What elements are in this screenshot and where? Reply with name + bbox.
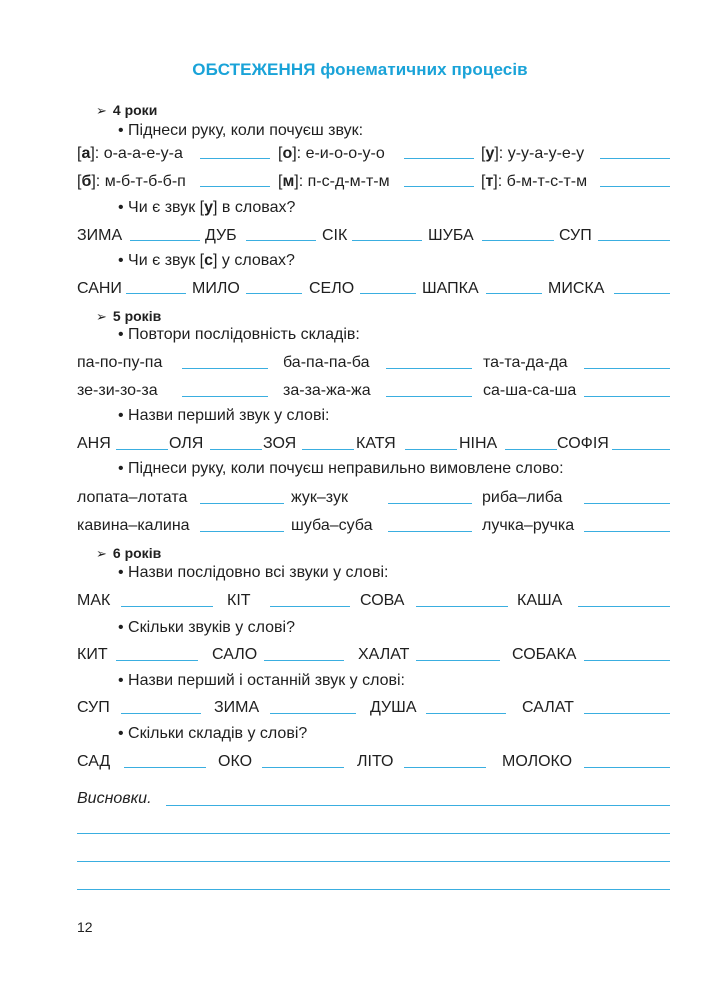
conclusion-line[interactable] <box>166 805 670 806</box>
answer-line[interactable] <box>210 449 262 450</box>
word: МИЛО <box>192 280 240 297</box>
word-pair: лучка–ручка <box>482 517 575 534</box>
word: ШУБА <box>428 227 474 244</box>
syllable-sequence: за-за-жа-жа <box>283 382 371 399</box>
answer-line[interactable] <box>121 713 201 714</box>
age-heading-5: ➢ 5 років <box>96 308 162 324</box>
answer-line[interactable] <box>121 606 213 607</box>
answer-line[interactable] <box>584 713 670 714</box>
word: САЛАТ <box>522 699 574 716</box>
answer-line[interactable] <box>116 660 198 661</box>
sound-item: [м]: п-с-д-м-т-м <box>278 173 390 190</box>
word: СІК <box>322 227 348 244</box>
answer-line[interactable] <box>270 713 356 714</box>
syllable-sequence: па-по-пу-па <box>77 354 163 371</box>
syllable-sequence: ба-па-па-ба <box>283 354 370 371</box>
task-instruction: • Чи є звук [с] у словах? <box>118 252 295 269</box>
syllable-sequence: са-ша-са-ша <box>483 382 577 399</box>
arrow-bullet-icon: ➢ <box>96 546 107 561</box>
task-instruction: • Назви послідовно всі звуки у слові: <box>118 564 389 581</box>
task-instruction: • Повтори послідовність складів: <box>118 326 360 343</box>
word: МОЛОКО <box>502 753 573 770</box>
word: ОКО <box>218 753 253 770</box>
answer-line[interactable] <box>182 396 268 397</box>
word-pair: шуба–суба <box>291 517 373 534</box>
name-word: НІНА <box>459 435 498 452</box>
answer-line[interactable] <box>388 531 472 532</box>
sound-item: [б]: м-б-т-б-б-п <box>77 173 186 190</box>
answer-line[interactable] <box>264 660 344 661</box>
word: СОБАКА <box>512 646 577 663</box>
word: ШАПКА <box>422 280 479 297</box>
arrow-bullet-icon: ➢ <box>96 309 107 324</box>
word: СЕЛО <box>309 280 355 297</box>
answer-line[interactable] <box>404 186 474 187</box>
answer-line[interactable] <box>600 186 670 187</box>
conclusion-line[interactable] <box>77 889 670 890</box>
word: КІТ <box>227 592 251 609</box>
answer-line[interactable] <box>405 449 457 450</box>
conclusion-line[interactable] <box>77 833 670 834</box>
syllable-sequence: зе-зи-зо-за <box>77 382 158 399</box>
answer-line[interactable] <box>426 713 506 714</box>
page-title: ОБСТЕЖЕННЯ фонематичних процесів <box>192 60 528 79</box>
task-instruction: • Піднеси руку, коли почуєш звук: <box>118 122 364 139</box>
answer-line[interactable] <box>386 368 472 369</box>
sound-item: [а]: о-а-а-е-у-а <box>77 145 183 162</box>
answer-line[interactable] <box>126 293 186 294</box>
answer-line[interactable] <box>262 767 344 768</box>
sound-item: [у]: у-у-а-у-е-у <box>481 145 585 162</box>
answer-line[interactable] <box>360 293 416 294</box>
syllable-sequence: та-та-да-да <box>483 354 568 371</box>
name-word: СОФІЯ <box>557 435 609 452</box>
answer-line[interactable] <box>200 158 270 159</box>
word: КАША <box>517 592 563 609</box>
answer-line[interactable] <box>246 293 302 294</box>
word: САЛО <box>212 646 258 663</box>
word: ХАЛАТ <box>358 646 410 663</box>
word: МИСКА <box>548 280 605 297</box>
answer-line[interactable] <box>578 606 670 607</box>
answer-line[interactable] <box>270 606 350 607</box>
answer-line[interactable] <box>200 503 284 504</box>
word: ДУША <box>370 699 417 716</box>
word: ЛІТО <box>357 753 394 770</box>
answer-line[interactable] <box>584 660 670 661</box>
task-instruction: • Назви перший звук у слові: <box>118 407 330 424</box>
task-instruction: • Піднеси руку, коли почуєш неправильно вимовлене слово: <box>118 460 564 477</box>
conclusions-label: Висновки. <box>77 790 152 807</box>
task-instruction: • Скільки складів у слові? <box>118 725 308 742</box>
name-word: АНЯ <box>77 435 111 452</box>
task-instruction: • Скільки звуків у слові? <box>118 619 296 636</box>
word: СУП <box>77 699 110 716</box>
age-heading-6: ➢ 6 років <box>96 545 162 561</box>
word: САНИ <box>77 280 122 297</box>
arrow-bullet-icon: ➢ <box>96 103 107 118</box>
answer-line[interactable] <box>124 767 206 768</box>
answer-line[interactable] <box>352 240 422 241</box>
answer-line[interactable] <box>584 368 670 369</box>
name-word: ЗОЯ <box>263 435 297 452</box>
answer-line[interactable] <box>302 449 354 450</box>
answer-line[interactable] <box>584 396 670 397</box>
task-instruction: • Чи є звук [у] в словах? <box>118 199 296 216</box>
answer-line[interactable] <box>600 158 670 159</box>
answer-line[interactable] <box>486 293 542 294</box>
word: СУП <box>559 227 592 244</box>
name-word: ОЛЯ <box>169 435 204 452</box>
answer-line[interactable] <box>246 240 316 241</box>
answer-line[interactable] <box>386 396 472 397</box>
word: ЗИМА <box>77 227 123 244</box>
answer-line[interactable] <box>416 606 508 607</box>
answer-line[interactable] <box>505 449 557 450</box>
word-pair: жук–зук <box>291 489 348 506</box>
answer-line[interactable] <box>130 240 200 241</box>
answer-line[interactable] <box>200 186 270 187</box>
answer-line[interactable] <box>404 767 486 768</box>
answer-line[interactable] <box>416 660 500 661</box>
word: СОВА <box>360 592 405 609</box>
word: САД <box>77 753 111 770</box>
answer-line[interactable] <box>404 158 474 159</box>
answer-line[interactable] <box>182 368 268 369</box>
task-instruction: • Назви перший і останній звук у слові: <box>118 672 405 689</box>
age-heading-4: ➢ 4 роки <box>96 102 158 118</box>
page-number: 12 <box>77 919 93 935</box>
word-pair: кавина–калина <box>77 517 190 534</box>
sound-item: [т]: б-м-т-с-т-м <box>481 173 588 190</box>
conclusion-line[interactable] <box>77 861 670 862</box>
answer-line[interactable] <box>598 240 670 241</box>
word-pair: лопата–лотата <box>77 489 188 506</box>
word: КИТ <box>77 646 108 663</box>
answer-line[interactable] <box>584 767 670 768</box>
answer-line[interactable] <box>482 240 554 241</box>
word: МАК <box>77 592 111 609</box>
name-word: КАТЯ <box>356 435 396 452</box>
answer-line[interactable] <box>612 449 670 450</box>
word: ЗИМА <box>214 699 260 716</box>
answer-line[interactable] <box>614 293 670 294</box>
answer-line[interactable] <box>584 531 670 532</box>
answer-line[interactable] <box>200 531 284 532</box>
answer-line[interactable] <box>116 449 168 450</box>
answer-line[interactable] <box>584 503 670 504</box>
word: ДУБ <box>205 227 237 244</box>
sound-item: [о]: е-и-о-о-у-о <box>278 145 385 162</box>
answer-line[interactable] <box>388 503 472 504</box>
word-pair: риба–либа <box>482 489 563 506</box>
